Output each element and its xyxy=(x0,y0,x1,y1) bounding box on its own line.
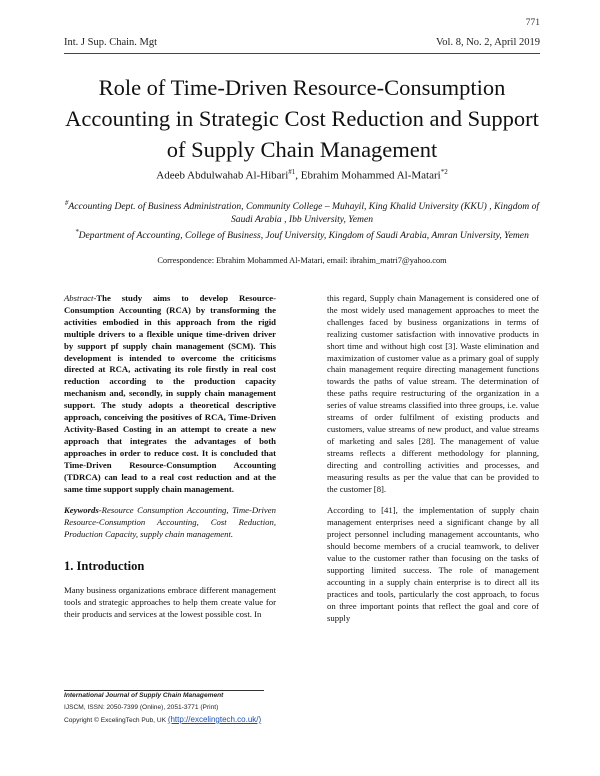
author-separator: , xyxy=(295,169,301,182)
keywords xyxy=(64,505,276,541)
body-paragraph-2: According to [41], the implementation of supply chain management enterprises need a significant change by all project personnel including management accountants, who should become members of a crucial teamwork, to deliver value to the customer rather than focusing on the tasks of supporting limited success. The role of management accounting in a supply chain enterprise is to direct all its practices and tools, particularly the cost approach, to focus on three important points that reflect the goal and core of supply xyxy=(327,505,539,623)
publisher-link[interactable]: (http://excelingtech.co.uk/) xyxy=(167,715,262,724)
affiliation-2-text: Department of Accounting, College of Business, Jouf University, Kingdom of Saudi Arabia, Amran University, Yemen xyxy=(78,230,529,242)
author-2-mark: *2 xyxy=(440,168,448,176)
page-number: 771 xyxy=(525,18,540,28)
correspondence: Correspondence: Ebrahim Mohammed Al-Matari, email: ibrahim_matri7@yahoo.com xyxy=(157,256,447,265)
volume-issue: Vol. 8, No. 2, April 2019 xyxy=(436,37,540,48)
author-1: Adeeb Abdulwahab Al-Hibari xyxy=(156,169,289,182)
keywords-text: Resource Consumption Accounting, Time-Driven Resource-Consumption Accounting, Cost Reduction, Production Capacity, supply chain management. xyxy=(64,505,276,540)
right-column xyxy=(327,293,539,624)
affiliation-1-text: Accounting Dept. of Business Administration, Community College – Muhayil, King Khalid University (KKU) , Kingdom of Saudi Arabia , Ibb University, Yemen xyxy=(68,201,540,226)
copyright-text: Copyright © ExcelingTech Pub, UK xyxy=(64,717,168,724)
abstract-label: Abstract- xyxy=(64,293,97,303)
affiliation-2 xyxy=(64,226,540,242)
affiliation-1 xyxy=(64,197,540,226)
keywords-label: Keywords- xyxy=(64,505,102,516)
footnote-rule xyxy=(64,690,264,691)
footer-journal-name: International Journal of Supply Chain Management xyxy=(64,692,224,699)
header-rule xyxy=(64,53,540,54)
intro-paragraph: Many business organizations embrace different management tools and strategic approaches to help them create value for their products and services at the lowest possible cost. In xyxy=(64,585,276,619)
footer-issn: IJSCM, ISSN: 2050-7399 (Online), 2051-3771 (Print) xyxy=(64,704,219,711)
left-column xyxy=(64,293,276,621)
section-heading-introduction: 1. Introduction xyxy=(64,559,145,574)
journal-running-head: Int. J Sup. Chain. Mgt xyxy=(64,37,158,48)
footer-copyright xyxy=(64,715,261,724)
affiliation-2-mark: * xyxy=(75,228,79,236)
author-line xyxy=(64,168,540,182)
affiliation-1-mark: # xyxy=(64,199,69,207)
author-1-mark: #1 xyxy=(288,168,296,176)
body-paragraph-1: this regard, Supply chain Management is considered one of the most widely used management approaches to meet the challenges faced by business organizations in terms of realizing customer satisfaction with innovative products in short time and without high cost [3]. Waste elimination and maximization of customer value as a primary goal of supply chain management require directing management functions towards the paths of value stream. The determination of these paths require restructuring of the organization in a series of value streams classified into three groups, i.e. value streams of order fulfilment of existing products and customers, value streams of new product, and value streams of marketing and sales [28]. The management of value streams reflects a different methodology for planning, directing and controlling activities and processes, and measuring results as per the value that can be provided to the customer [8]. xyxy=(327,293,539,494)
abstract xyxy=(64,293,276,495)
abstract-text: The study aims to develop Resource-Consumption Accounting (RCA) by transforming the activities embodied in this approach from the rigid multiple drivers to a flexible unique time-driven driver by support pf supply chain management (SCM). This development is intended to overcome the criticisms directed at RCA, activating its role firstly in real cost reduction according to the production capacity mechanism and, secondly, in supply chain management support. The study adopts a theoretical descriptive approach, conceiving the positives of RCA, Time-Driven Activity-Based Costing in an attempt to create a new approach that integrates the advantages of both approaches in order to reduce cost. It is concluded that Time-Driven Resource-Consumption Accounting (TDRCA) can lead to a real cost reduction and at the same time support supply chain management. xyxy=(64,293,276,494)
author-2: Ebrahim Mohammed Al-Matari xyxy=(300,169,441,182)
paper-title: Role of Time-Driven Resource-Consumption Accounting in Strategic Cost Reduction and Support of Supply Chain Management xyxy=(65,75,539,162)
